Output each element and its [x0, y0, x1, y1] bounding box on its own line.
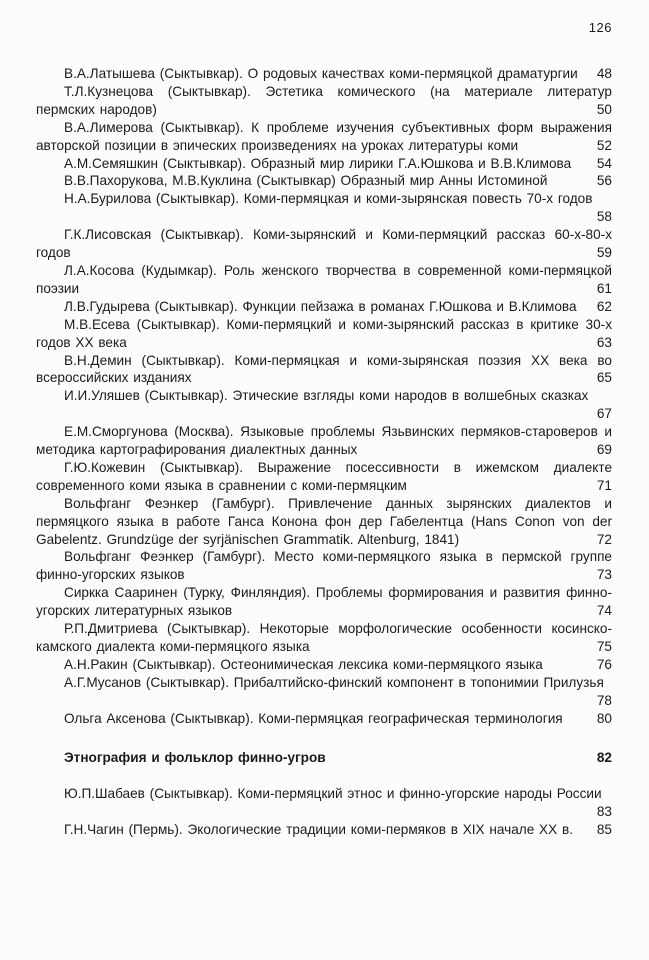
toc-entry [36, 316, 612, 352]
entry-text: Сиркка Сааринен (Турку, Финляндия). Проблемы формирования и развития финно-угорских литературных языков [36, 585, 612, 619]
entry-text: Р.П.Дмитриева (Сыктывкар). Некоторые морфологические особенности косинско-камского диалекта коми-пермяцкого языка [36, 621, 612, 654]
entry-page-number: 56 [596, 173, 612, 189]
entry-page-number: 82 [596, 749, 612, 765]
entry-text: Ю.П.Шабаев (Сыктывкар). Коми-пермяцкий этнос и финно-угорские народы России [64, 786, 602, 802]
entry-page-number: 67 [596, 406, 612, 422]
toc-entry [36, 262, 612, 298]
toc-entry [36, 172, 612, 190]
entry-text: М.В.Есева (Сыктывкар). Коми-пермяцкий и коми-зырянский рассказ в критике 30-х годов XX века [36, 316, 612, 350]
toc-entry [36, 226, 612, 262]
entry-text: Н.А.Бурилова (Сыктывкар). Коми-пермяцкая и коми-зырянская повесть 70-х годов [64, 191, 593, 207]
section-heading-text: Этнография и фольклор финно-угров [64, 749, 326, 765]
entry-page-number: 73 [596, 567, 612, 583]
toc-entry [36, 119, 612, 155]
toc-entry [36, 459, 612, 495]
entry-text: В.А.Латышева (Сыктывкар). О родовых качествах коми-пермяцкой драматургии [64, 66, 578, 81]
toc-entry [36, 352, 612, 388]
toc-entry [36, 548, 612, 584]
toc-entry [36, 298, 612, 316]
entry-text: А.Н.Ракин (Сыктывкар). Остеонимическая лексика коми-пермяцкого языка [64, 656, 543, 672]
entry-text: В.А.Лимерова (Сыктывкар). К проблеме изучения субъективных форм выражения авторской позиции в эпических произведениях на уроках литературы коми [36, 119, 612, 153]
toc-entry [36, 674, 612, 710]
toc-entry [36, 710, 612, 728]
entry-text: Л.А.Косова (Кудымкар). Роль женского творчества в современной коми-пермяцкой поэзии [36, 262, 612, 296]
entry-page-number: 76 [596, 656, 612, 672]
entry-page-number: 80 [596, 710, 612, 726]
entry-page-number: 50 [596, 101, 612, 117]
entry-text: Л.В.Гудырева (Сыктывкар). Функции пейзажа в романах Г.Юшкова и В.Климова [64, 298, 577, 314]
entry-text: В.В.Пахорукова, М.В.Куклина (Сыктывкар) Образный мир Анны Истоминой [64, 173, 548, 189]
toc-entry [36, 620, 612, 656]
entry-page-number: 69 [596, 442, 612, 458]
entry-text: А.М.Семяшкин (Сыктывкар). Образный мир лирики Г.А.Юшкова и В.В.Климова [64, 155, 572, 171]
entry-page-number: 78 [596, 692, 612, 708]
section-heading [36, 749, 612, 767]
entry-page-number: 48 [596, 66, 612, 81]
entry-page-number: 63 [596, 334, 612, 350]
entry-page-number: 59 [596, 245, 612, 261]
toc-entry [36, 65, 612, 83]
entry-page-number: 62 [596, 298, 612, 314]
toc-entry [36, 785, 612, 821]
entry-text: Г.Ю.Кожевин (Сыктывкар). Выражение посессивности в ижемском диалекте современного коми языка в сравнении с коми-пермяцким [36, 459, 612, 493]
entry-page-number: 85 [596, 822, 612, 838]
toc-entry [36, 83, 612, 119]
toc-entry [36, 423, 612, 459]
entry-page-number: 61 [596, 280, 612, 296]
toc-entry [36, 387, 612, 423]
entry-page-number: 52 [596, 137, 612, 153]
entry-page-number: 58 [596, 209, 612, 225]
entry-text: Вольфганг Феэнкер (Гамбург). Место коми-пермяцкого языка в пермской группе финно-угорских языков [36, 549, 612, 583]
entry-text: Т.Л.Кузнецова (Сыктывкар). Эстетика комического (на материале литератур пермских народов) [36, 83, 612, 117]
toc-list [36, 65, 612, 839]
entry-page-number: 74 [596, 603, 612, 619]
entry-page-number: 71 [596, 477, 612, 493]
toc-entry [36, 821, 612, 839]
entry-text: Г.К.Лисовская (Сыктывкар). Коми-зырянский и Коми-пермяцкий рассказ 60-х-80-х годов [36, 227, 612, 261]
page-number: 126 [588, 20, 612, 35]
entry-text: Е.М.Сморгунова (Москва). Языковые проблемы Язьвинских пермяков-староверов и методика картографирования диалектных данных [36, 424, 612, 458]
toc-entry [36, 495, 612, 549]
toc-entry [36, 155, 612, 173]
toc-entry [36, 584, 612, 620]
entry-text: А.Г.Мусанов (Сыктывкар). Прибалтийско-финский компонент в топонимии Прилузья [64, 674, 604, 690]
entry-page-number: 72 [596, 531, 612, 547]
entry-text: Г.Н.Чагин (Пермь). Экологические традиции коми-пермяков в XIX начале XX в. [64, 822, 573, 838]
toc-entry [36, 190, 612, 226]
entry-text: В.Н.Демин (Сыктывкар). Коми-пермяцкая и коми-зырянская поэзия XX века во всероссийских изданиях [36, 352, 612, 386]
entry-page-number: 65 [596, 370, 612, 386]
entry-page-number: 83 [596, 804, 612, 820]
toc-entry [36, 656, 612, 674]
entry-text: И.И.Уляшев (Сыктывкар). Этические взгляды коми народов в волшебных сказках [64, 388, 589, 404]
entry-text: Вольфганг Феэнкер (Гамбург). Привлечение данных зырянских диалектов и пермяцкого языка в работе Ганса Конона фон дер Габелентца (Hans Conon von der Gabelentz. Grundzüge der syrjänischen Grammatik. Altenburg, 1841) [36, 495, 612, 547]
entry-text: Ольга Аксенова (Сыктывкар). Коми-пермяцкая географическая терминология [64, 710, 563, 726]
entry-page-number: 75 [596, 639, 612, 654]
entry-page-number: 54 [596, 155, 612, 171]
